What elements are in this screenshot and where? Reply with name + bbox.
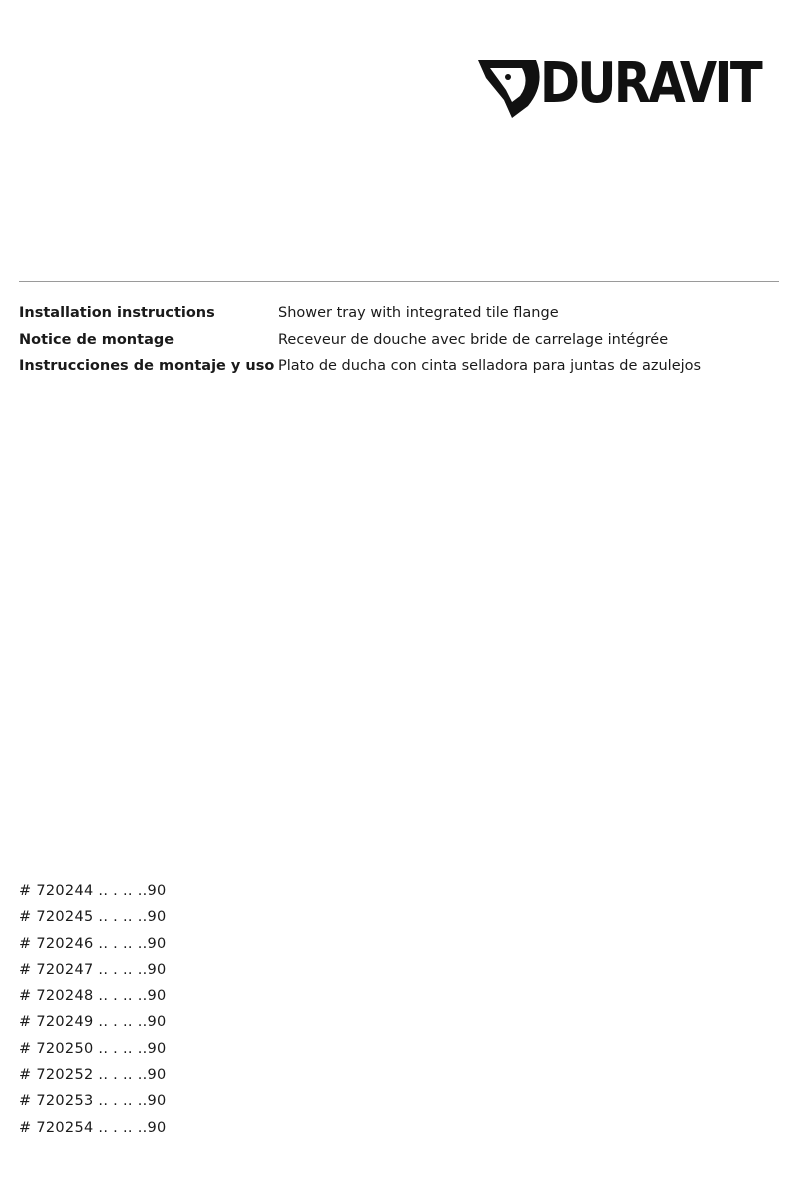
- article-number: # 720249 .. . .. ..90: [19, 1014, 167, 1031]
- article-number-list: [19, 878, 167, 1141]
- brand-wordmark: DURAVIT: [540, 51, 761, 116]
- title-label: Notice de montage: [19, 331, 175, 348]
- title-row-es: [19, 353, 701, 380]
- bird-logo-icon: [476, 44, 546, 124]
- title-description: Shower tray with integrated tile flange: [278, 305, 559, 322]
- title-description: Receveur de douche avec bride de carrelage intégrée: [278, 331, 669, 348]
- article-number: # 720245 .. . .. ..90: [19, 909, 167, 926]
- document-titles: [19, 300, 701, 380]
- title-label: Instrucciones de montaje y uso: [19, 358, 275, 375]
- title-row-en: [19, 300, 701, 327]
- article-number: # 720253 .. . .. ..90: [19, 1093, 167, 1110]
- title-label: Installation instructions: [19, 305, 215, 322]
- article-number: # 720247 .. . .. ..90: [19, 961, 167, 978]
- article-number: # 720244 .. . .. ..90: [19, 883, 167, 899]
- article-number: # 720254 .. . .. ..90: [19, 1119, 167, 1136]
- article-number: # 720250 .. . .. ..90: [19, 1040, 167, 1057]
- article-number: # 720248 .. . .. ..90: [19, 988, 167, 1005]
- article-number: # 720252 .. . .. ..90: [19, 1067, 167, 1084]
- article-number: # 720246 .. . .. ..90: [19, 935, 167, 952]
- title-description: Plato de ducha con cinta selladora para juntas de azulejos: [278, 358, 702, 375]
- title-row-fr: [19, 327, 701, 354]
- header-divider: [19, 281, 779, 282]
